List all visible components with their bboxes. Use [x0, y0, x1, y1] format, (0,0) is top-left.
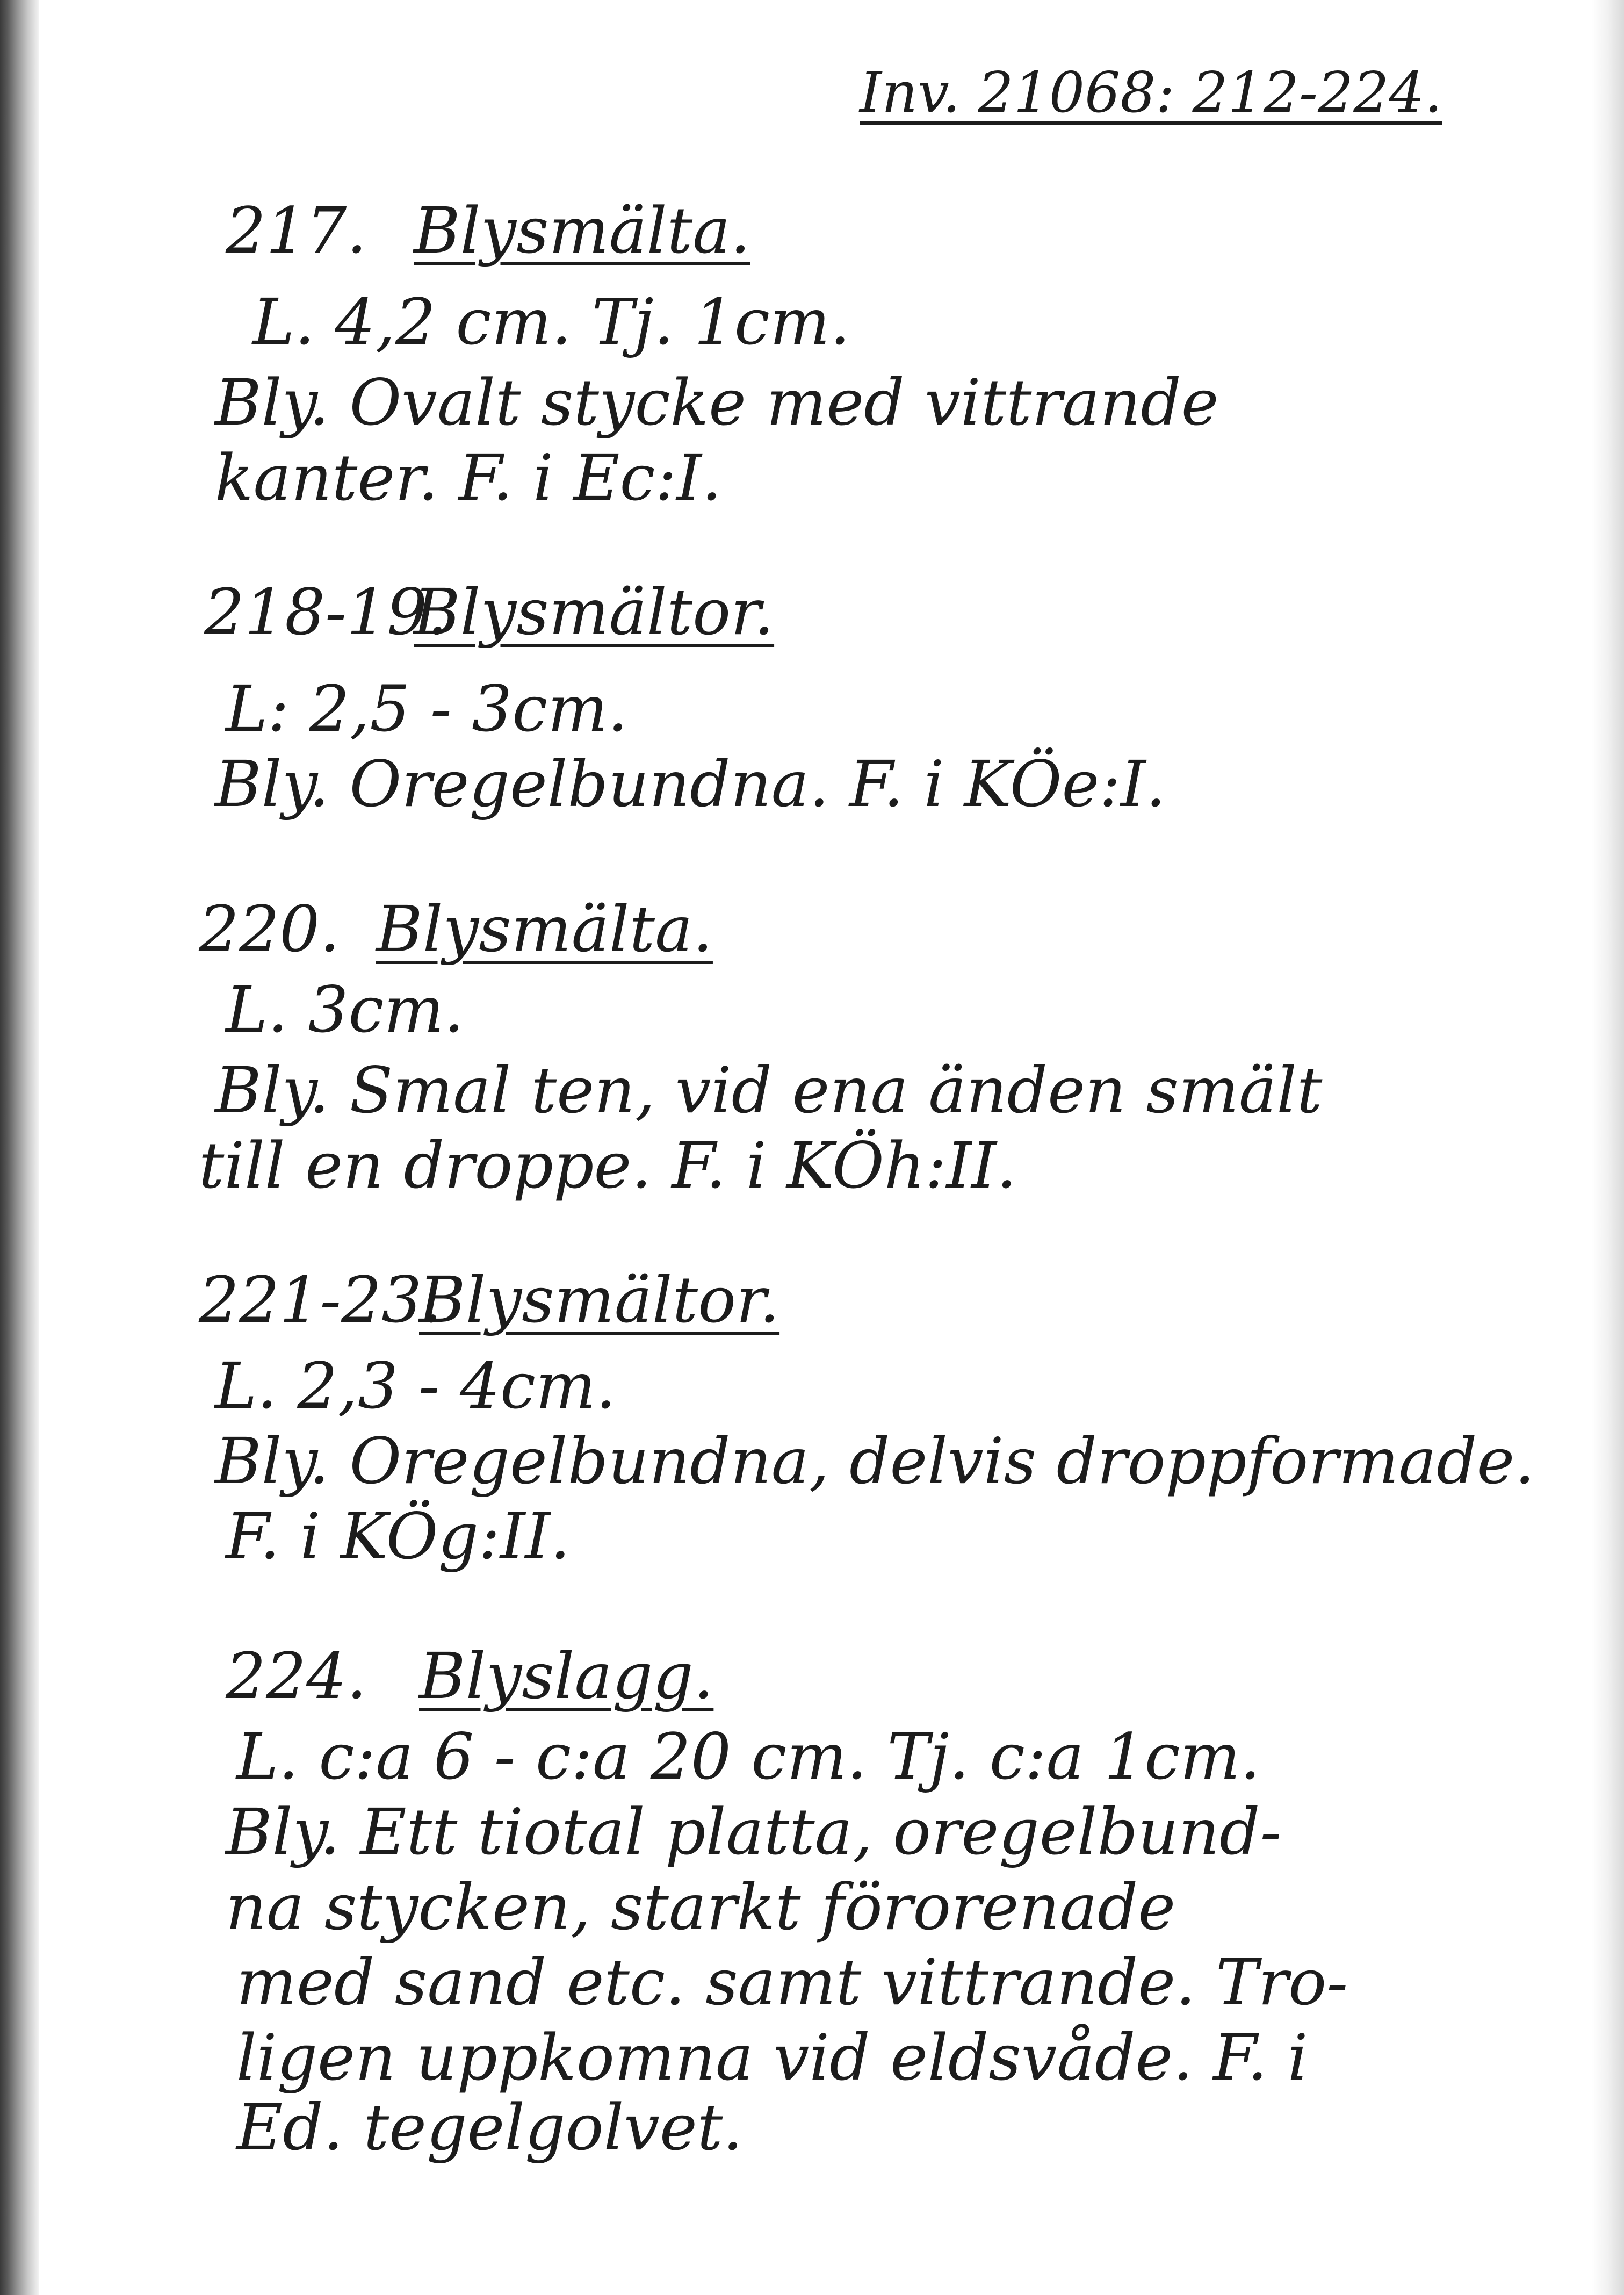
entry-line: till en droppe. F. i KÖh:II. — [199, 1128, 1017, 1203]
entry-title: Blysmälta. — [376, 892, 713, 966]
entry-number: 220. — [199, 892, 340, 966]
entry-title: Blyslagg. — [419, 1639, 714, 1713]
inventory-number: Inv. 21068: 212-224. — [860, 60, 1442, 125]
entry-line: Ed. tegelgolvet. — [236, 2090, 743, 2164]
entry-title: Blysmälta. — [414, 193, 750, 268]
entry-number: 218-19. — [204, 575, 447, 649]
page-edge-shadow — [1592, 0, 1624, 2295]
entry-line: kanter. F. i Ec:I. — [215, 441, 722, 515]
entry-line: Bly. Ovalt stycke med vittrande — [215, 365, 1219, 440]
entry-line: L. 3cm. — [226, 973, 464, 1047]
entry-line: L. c:a 6 - c:a 20 cm. Tj. c:a 1cm. — [236, 1720, 1260, 1794]
entry-line: L. 2,3 - 4cm. — [215, 1349, 616, 1423]
entry-number: 224. — [226, 1639, 367, 1713]
entry-line: Bly. Oregelbundna. F. i KÖe:I. — [215, 747, 1166, 821]
entry-line: Bly. Ett tiotal platta, oregelbund- — [226, 1795, 1282, 1869]
entry-line: Bly. Smal ten, vid ena änden smält — [215, 1053, 1323, 1127]
entry-line: Bly. Oregelbundna, delvis droppformade. — [215, 1424, 1535, 1498]
entry-number: 221-23. — [199, 1263, 442, 1337]
page-binding-shadow — [0, 0, 39, 2295]
entry-line: L: 2,5 - 3cm. — [226, 672, 628, 746]
entry-line: ligen uppkomna vid eldsvåde. F. i — [236, 2020, 1308, 2095]
entry-line: na stycken, starkt förorenade — [226, 1870, 1176, 1944]
entry-number: 217. — [226, 193, 367, 268]
entry-title: Blysmältor. — [419, 1263, 780, 1337]
entry-line: med sand etc. samt vittrande. Tro- — [236, 1945, 1348, 2019]
entry-line: L. 4,2 cm. Tj. 1cm. — [252, 285, 850, 359]
entry-line: F. i KÖg:II. — [226, 1499, 571, 1573]
entry-title: Blysmältor. — [414, 575, 775, 649]
